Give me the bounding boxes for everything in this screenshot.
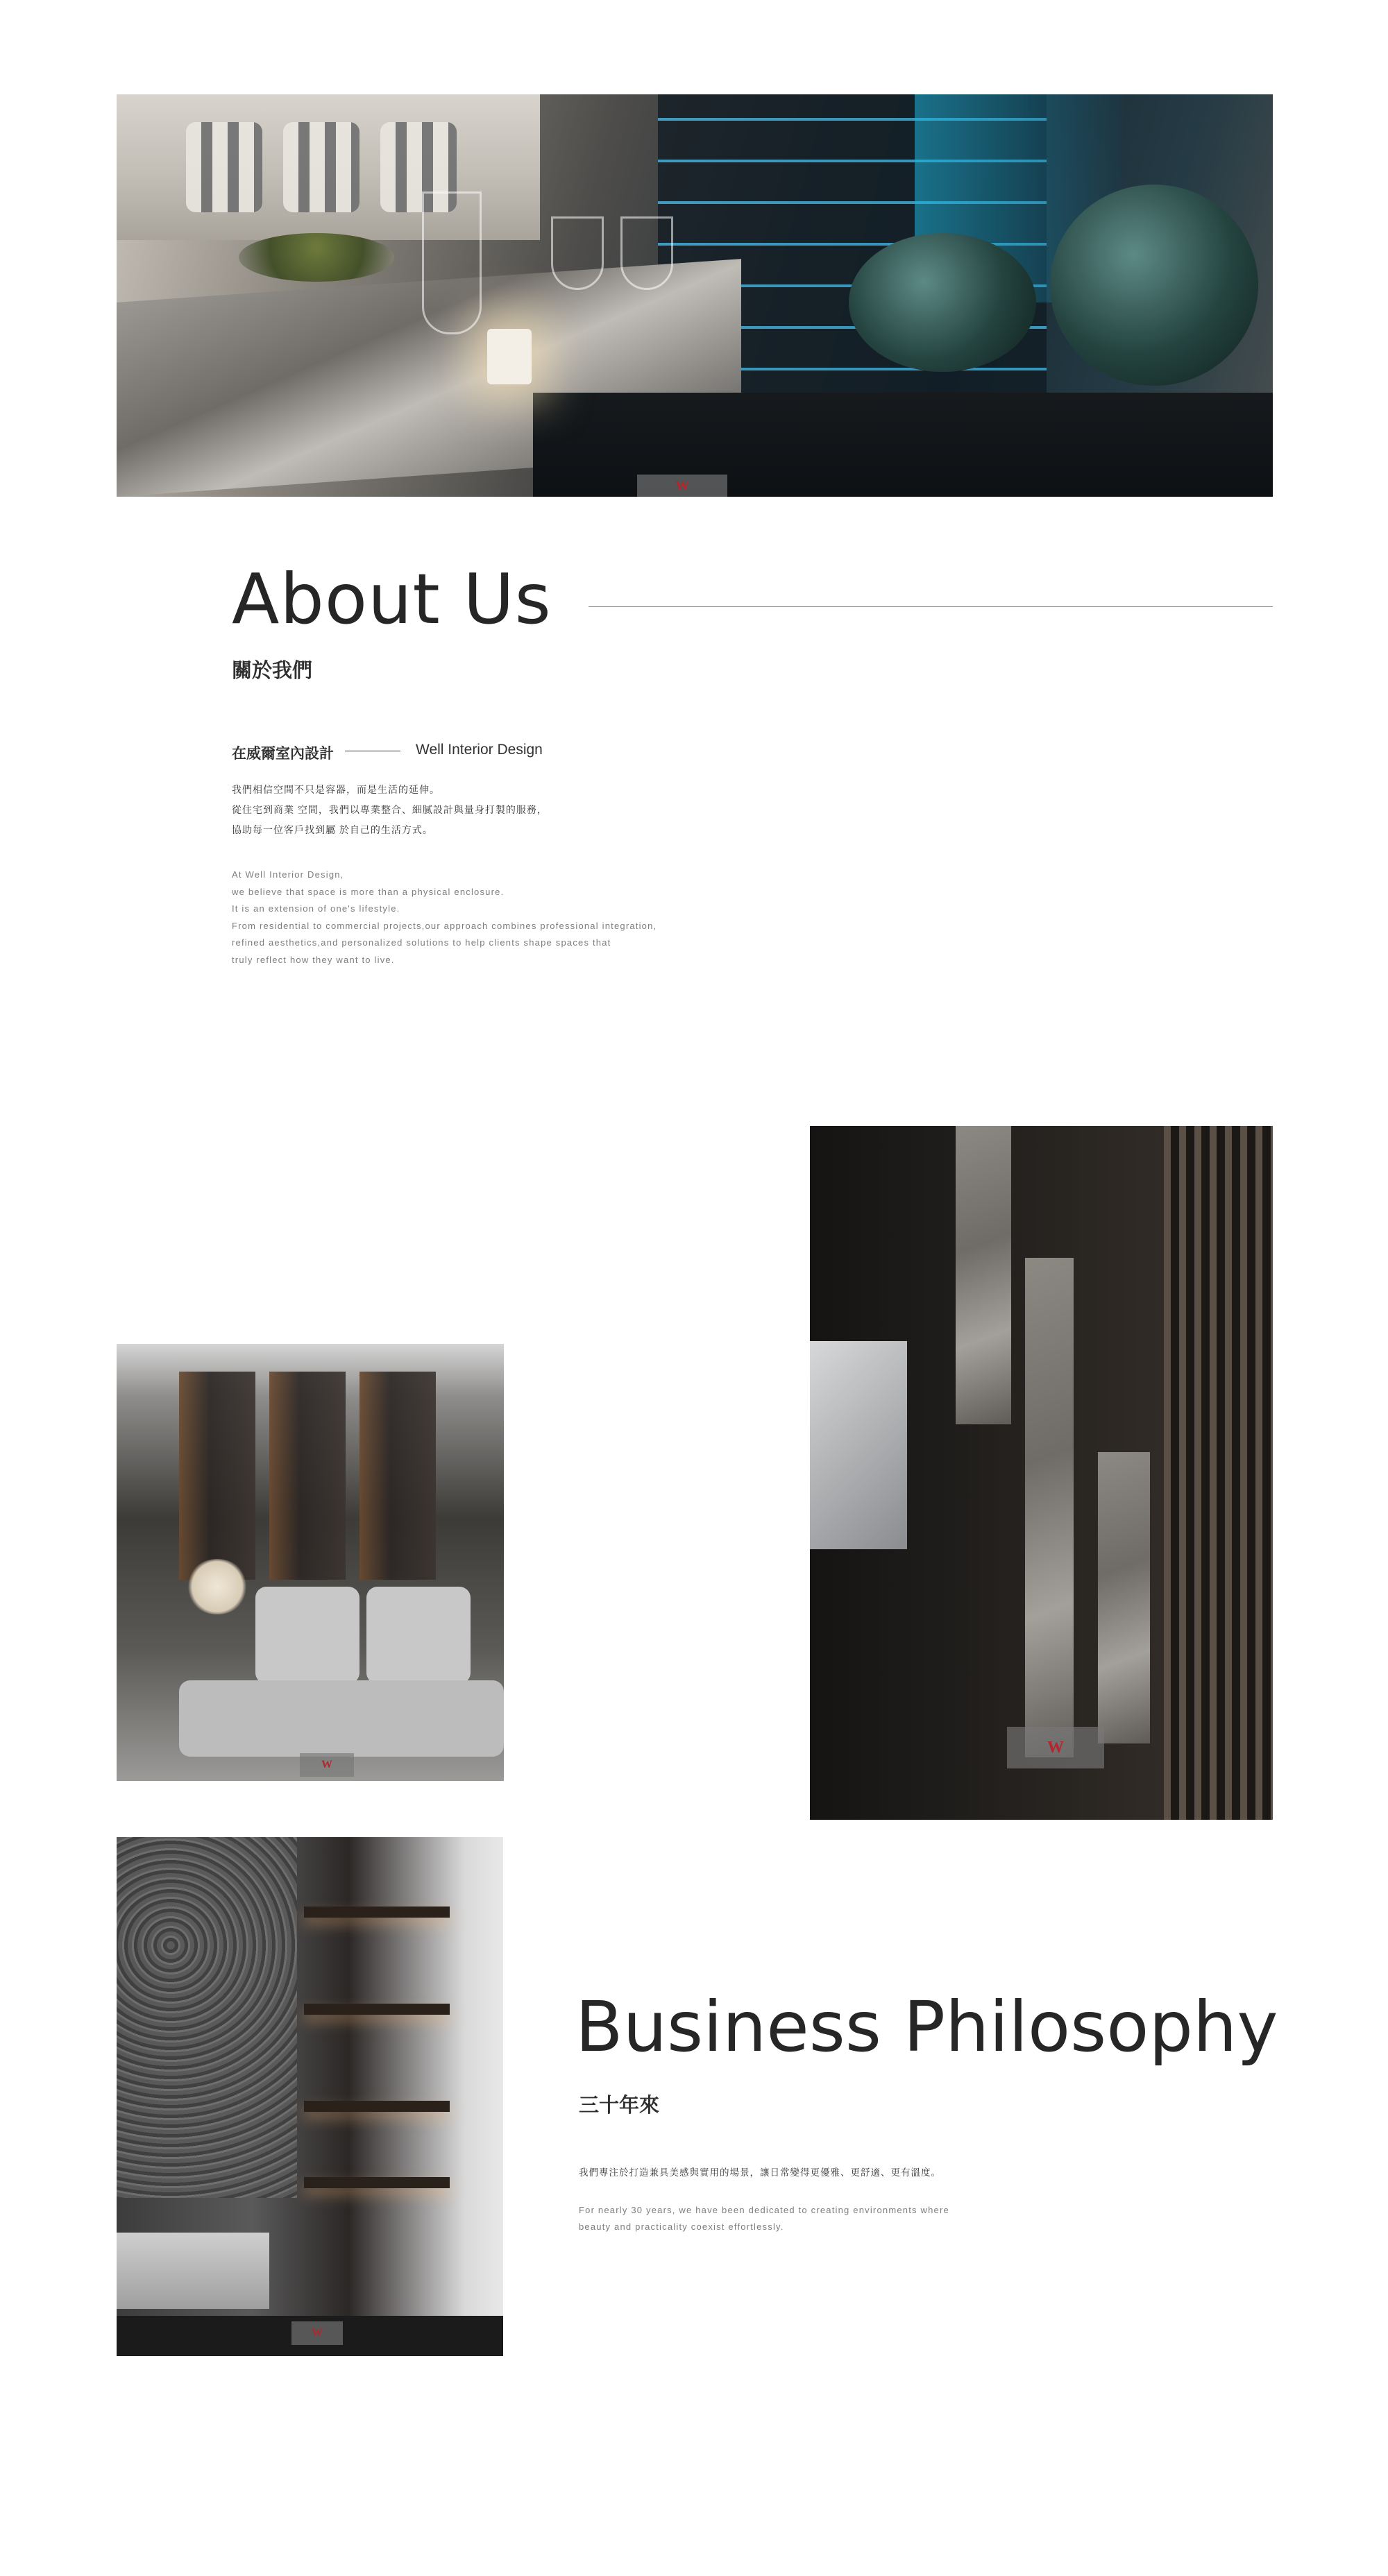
text-line: It is an extension of one's lifestyle. bbox=[232, 903, 400, 914]
photo-marble-panel bbox=[1098, 1452, 1150, 1743]
text-line: 我們相信空間不只是容器，而是生活的延伸。 bbox=[232, 784, 440, 795]
text-line: we believe that space is more than a physical enclosure. bbox=[232, 886, 505, 897]
photo-cabinet bbox=[359, 1372, 436, 1580]
hero-image bbox=[117, 94, 1273, 497]
photo-marble-panel bbox=[1025, 1258, 1074, 1757]
text-line: For nearly 30 years, we have been dedicated to creating environments where bbox=[579, 2205, 949, 2215]
text-line: beauty and practicality coexist effortlessly. bbox=[579, 2221, 784, 2232]
text-line: truly reflect how they want to live. bbox=[232, 954, 395, 965]
logo-letter: W bbox=[321, 1759, 332, 1771]
company-name-en: Well Interior Design bbox=[416, 742, 543, 758]
hero-wine-glass bbox=[551, 216, 604, 290]
text-line: 協助每一位客戶找到屬 於自己的生活方式。 bbox=[232, 824, 433, 835]
photo-shelf bbox=[304, 2004, 450, 2015]
philosophy-title: Business Philosophy bbox=[575, 1986, 1278, 2067]
photo-marble-niche bbox=[810, 1341, 907, 1549]
photo-sofa-back bbox=[255, 1587, 359, 1684]
photo-shelf bbox=[304, 2177, 450, 2188]
watermark-logo bbox=[291, 2321, 343, 2345]
company-name-cn: 在威爾室內設計 bbox=[232, 746, 334, 762]
photo-sofa-seat bbox=[179, 1680, 504, 1757]
photo-stone-wall bbox=[117, 1837, 297, 2198]
logo-letter: W bbox=[675, 477, 689, 493]
photo-drawer bbox=[117, 2233, 269, 2309]
hero-vase bbox=[849, 233, 1036, 372]
photo-wood-slats bbox=[1164, 1126, 1273, 1820]
watermark-logo bbox=[1007, 1727, 1104, 1768]
watermark-logo bbox=[300, 1753, 354, 1777]
photo-shelf bbox=[304, 1907, 450, 1918]
philosophy-description-en bbox=[579, 2202, 949, 2235]
text-line: refined aesthetics,and personalized solutions to help clients shape spaces that bbox=[232, 937, 611, 948]
hero-candle bbox=[487, 329, 532, 384]
photo-flowers bbox=[186, 1559, 248, 1614]
philosophy-description-cn: 我們專注於打造兼具美感與實用的場景，讓日常變得更優雅、更舒適、更有溫度。 bbox=[579, 2167, 941, 2178]
photo-cabinet bbox=[269, 1372, 346, 1580]
about-description-cn bbox=[232, 780, 548, 840]
logo-letter: W bbox=[312, 2327, 323, 2339]
hero-cushion bbox=[283, 122, 359, 212]
interior-photo-wall bbox=[810, 1126, 1273, 1820]
photo-shelf bbox=[304, 2101, 450, 2112]
hero-decanter bbox=[422, 191, 482, 334]
hero-wine-glass bbox=[620, 216, 673, 290]
logo-letter: W bbox=[1047, 1738, 1064, 1757]
photo-sofa-back bbox=[366, 1587, 471, 1684]
hero-vase bbox=[1050, 185, 1258, 386]
about-title: About Us bbox=[232, 558, 552, 640]
photo-cabinet bbox=[179, 1372, 255, 1580]
hero-cushion bbox=[186, 122, 262, 212]
hero-fruit-bowl bbox=[239, 233, 394, 282]
about-description-en bbox=[232, 867, 657, 969]
about-divider bbox=[589, 606, 1273, 607]
text-line: From residential to commercial projects,our approach combines professional integration, bbox=[232, 920, 657, 931]
text-line: At Well Interior Design, bbox=[232, 869, 344, 880]
interior-photo-living bbox=[117, 1344, 504, 1781]
philosophy-subtitle: 三十年來 bbox=[579, 2095, 660, 2117]
about-subtitle: 關於我們 bbox=[232, 660, 313, 682]
photo-marble-panel bbox=[956, 1126, 1011, 1424]
interior-photo-shelves bbox=[117, 1837, 503, 2356]
watermark-logo bbox=[637, 475, 727, 497]
text-line: 從住宅到商業 空間，我們以專業整合、細膩設計與量身打製的服務， bbox=[232, 804, 548, 815]
